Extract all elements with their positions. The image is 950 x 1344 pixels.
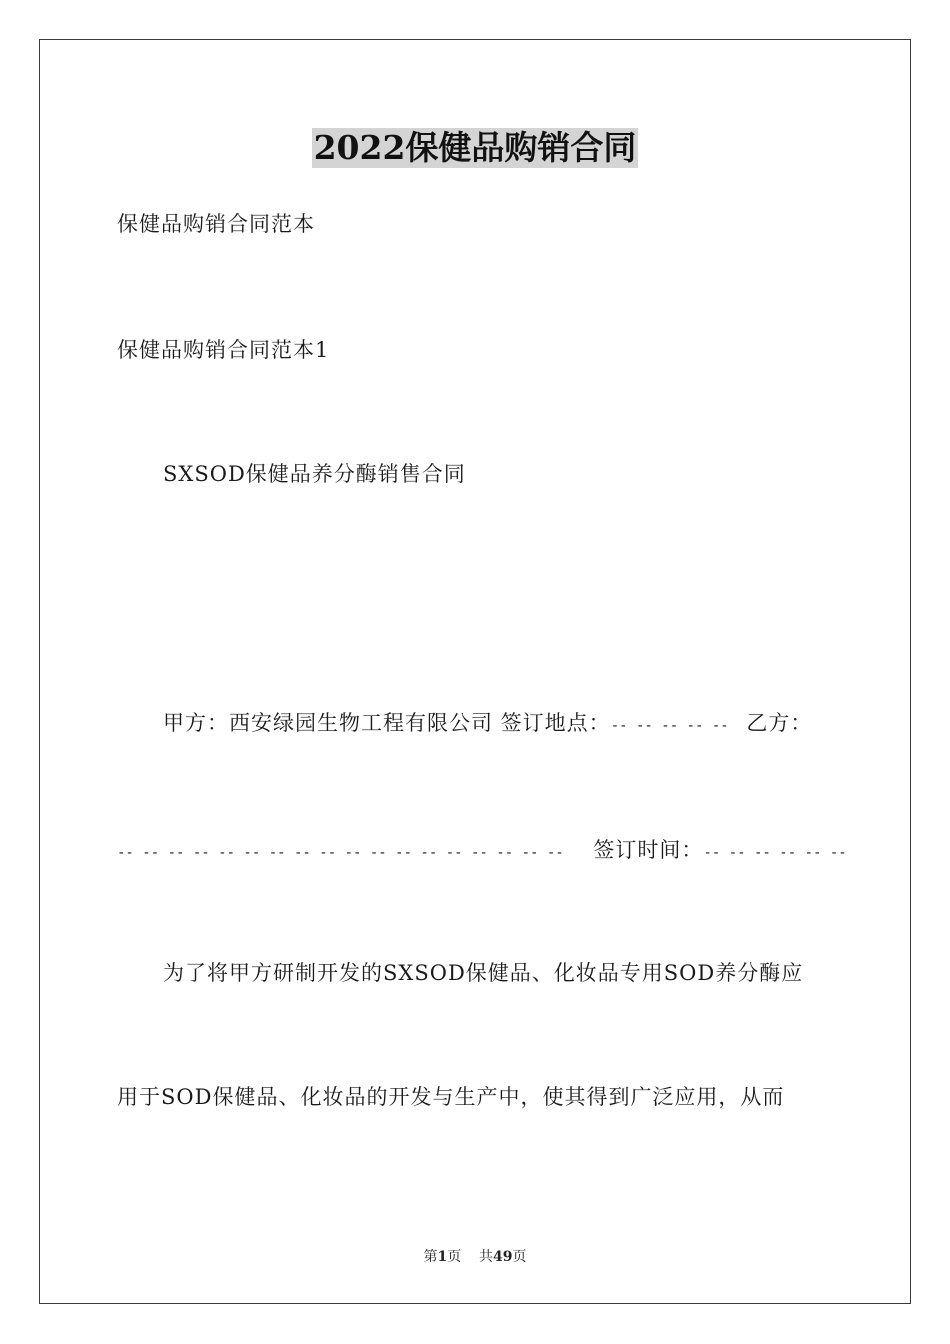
- party-a-text: 甲方：西安绿园生物工程有限公司 签订地点：: [163, 711, 611, 735]
- contract-name: SXSOD保健品养分酶销售合同: [163, 462, 466, 486]
- total-suffix: 页: [512, 1249, 527, 1265]
- party-b-label: 乙方：: [746, 711, 813, 735]
- section-heading: 保健品购销合同范本1: [117, 338, 330, 362]
- total-prefix: 共: [479, 1249, 494, 1265]
- party-b-blank: -- -- -- -- -- -- -- -- -- -- -- -- -- -- -- -- -- --: [117, 845, 564, 861]
- sign-place-blank: -- -- -- -- --: [610, 718, 729, 734]
- page-prefix: 第: [423, 1249, 438, 1265]
- page-current: 1: [437, 1249, 448, 1265]
- page-suffix: 页: [447, 1249, 462, 1265]
- page-footer: [0, 1247, 950, 1267]
- document-title: 2022保健品购销合同: [313, 128, 637, 167]
- paragraph-line-2: 用于SOD保健品、化妆品的开发与生产中，使其得到广泛应用，从而: [117, 1085, 785, 1109]
- party-b-line: [117, 836, 847, 867]
- document-subtitle: 保健品购销合同范本: [117, 212, 315, 236]
- paragraph-line-1: 为了将甲方研制开发的SXSOD保健品、化妆品专用SOD养分酶应: [163, 961, 804, 985]
- sign-time-label: 签订时间：: [593, 838, 704, 862]
- page-total: 49: [493, 1249, 513, 1265]
- party-a-line: [163, 709, 812, 740]
- sign-time-blank: -- -- -- -- -- --: [703, 845, 847, 861]
- title-container: [0, 128, 950, 168]
